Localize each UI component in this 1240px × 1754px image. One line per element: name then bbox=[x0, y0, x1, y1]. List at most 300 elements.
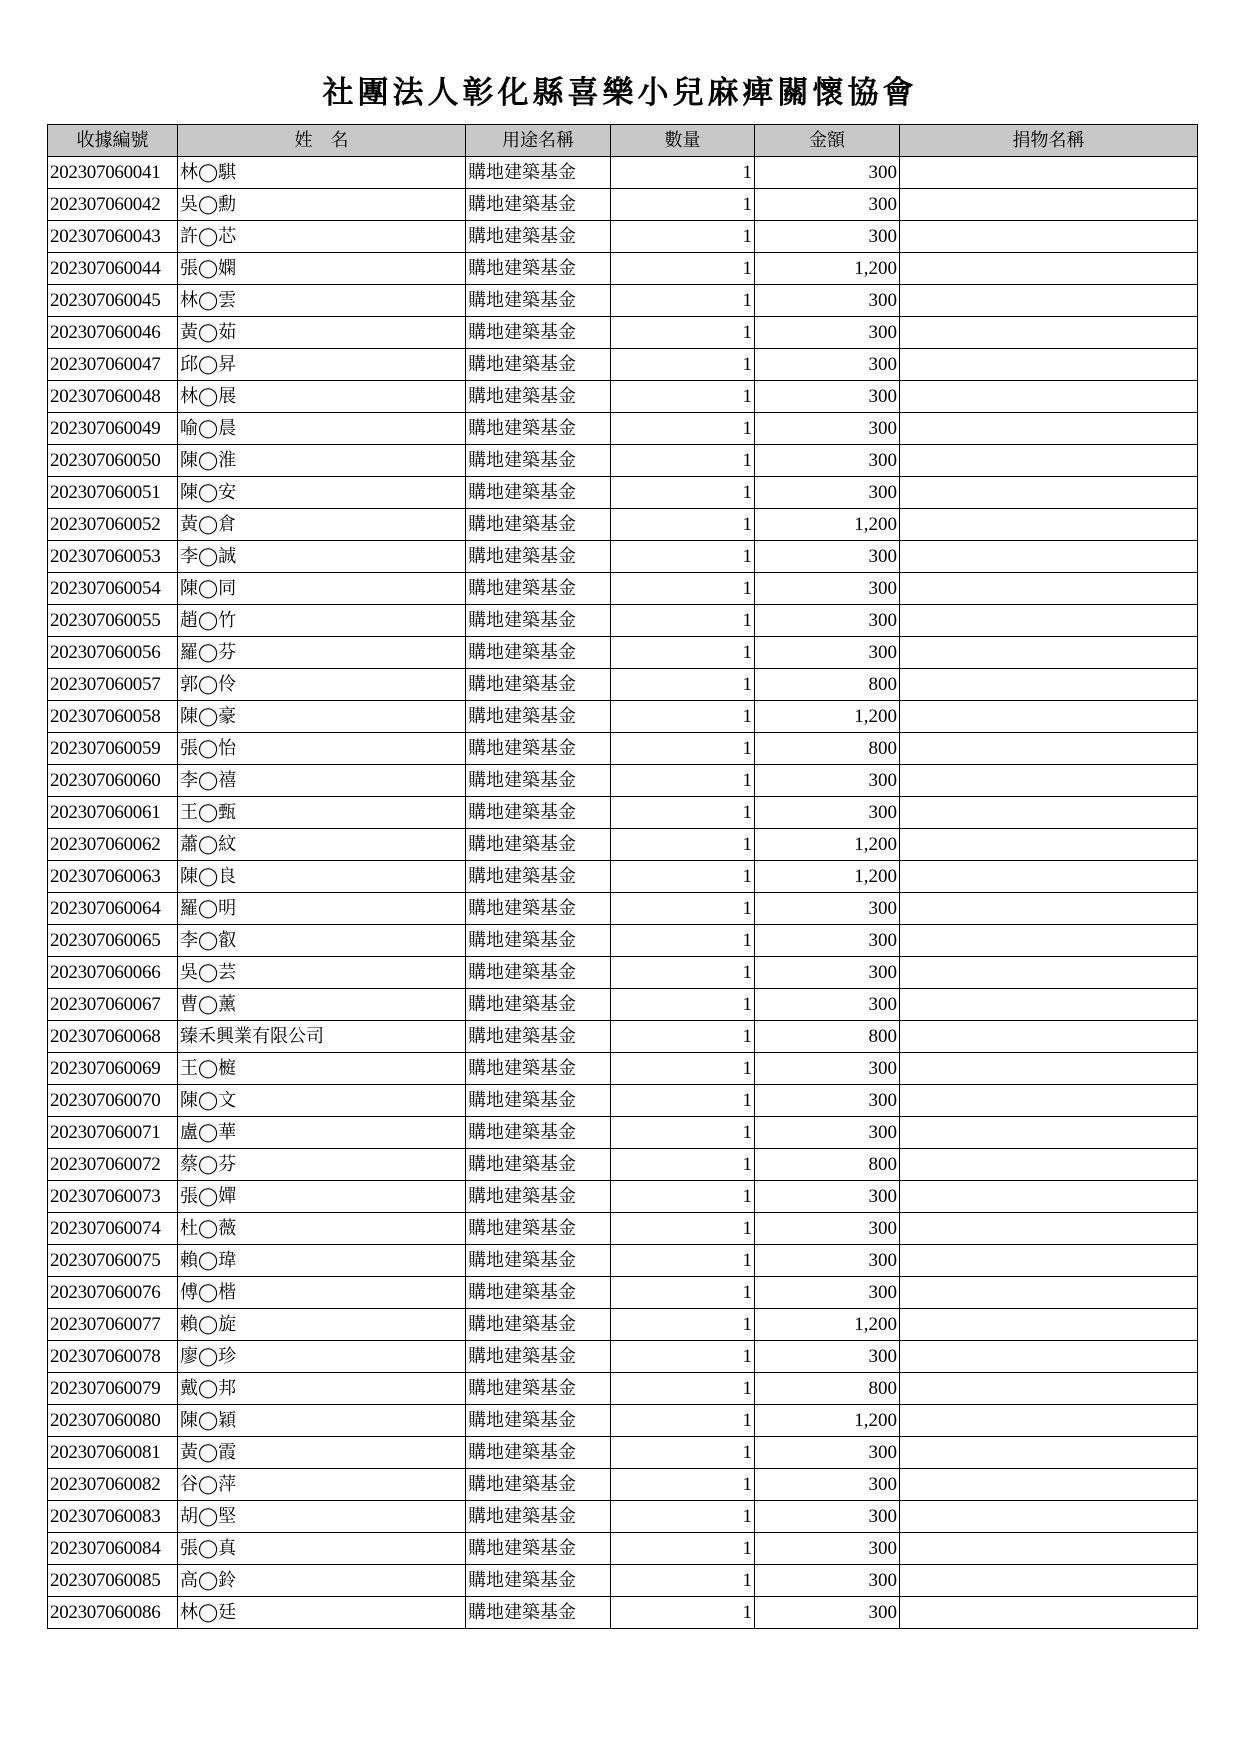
amount-cell: 800 bbox=[755, 733, 900, 765]
amount-cell: 300 bbox=[755, 189, 900, 221]
item-name-cell bbox=[900, 861, 1198, 893]
item-name-cell bbox=[900, 221, 1198, 253]
purpose-cell: 購地建築基金 bbox=[466, 189, 611, 221]
purpose-cell: 購地建築基金 bbox=[466, 509, 611, 541]
table-row bbox=[48, 1469, 1198, 1501]
item-name-cell bbox=[900, 541, 1198, 573]
item-name-cell bbox=[900, 1501, 1198, 1533]
quantity-cell: 1 bbox=[611, 1213, 755, 1245]
donor-name-cell: 陳◯豪 bbox=[178, 701, 466, 733]
quantity-cell: 1 bbox=[611, 669, 755, 701]
purpose-cell: 購地建築基金 bbox=[466, 1565, 611, 1597]
receipt-no-cell: 202307060084 bbox=[48, 1533, 178, 1565]
item-name-cell bbox=[900, 829, 1198, 861]
purpose-cell: 購地建築基金 bbox=[466, 349, 611, 381]
receipt-no-cell: 202307060068 bbox=[48, 1021, 178, 1053]
purpose-cell: 購地建築基金 bbox=[466, 637, 611, 669]
donor-name-cell: 李◯誠 bbox=[178, 541, 466, 573]
quantity-cell: 1 bbox=[611, 1533, 755, 1565]
donor-name-cell: 林◯騏 bbox=[178, 157, 466, 189]
header-item-name: 捐物名稱 bbox=[900, 125, 1198, 157]
purpose-cell: 購地建築基金 bbox=[466, 1053, 611, 1085]
amount-cell: 300 bbox=[755, 1565, 900, 1597]
item-name-cell bbox=[900, 1117, 1198, 1149]
table-row bbox=[48, 1437, 1198, 1469]
amount-cell: 300 bbox=[755, 445, 900, 477]
item-name-cell bbox=[900, 733, 1198, 765]
purpose-cell: 購地建築基金 bbox=[466, 1149, 611, 1181]
item-name-cell bbox=[900, 317, 1198, 349]
donor-name-cell: 林◯展 bbox=[178, 381, 466, 413]
quantity-cell: 1 bbox=[611, 893, 755, 925]
table-row bbox=[48, 285, 1198, 317]
table-row bbox=[48, 1181, 1198, 1213]
purpose-cell: 購地建築基金 bbox=[466, 829, 611, 861]
quantity-cell: 1 bbox=[611, 1405, 755, 1437]
receipt-no-cell: 202307060048 bbox=[48, 381, 178, 413]
donor-name-cell: 蕭◯紋 bbox=[178, 829, 466, 861]
table-row bbox=[48, 1533, 1198, 1565]
donor-name-cell: 張◯嬋 bbox=[178, 1181, 466, 1213]
table-row bbox=[48, 925, 1198, 957]
purpose-cell: 購地建築基金 bbox=[466, 989, 611, 1021]
table-row bbox=[48, 1277, 1198, 1309]
receipt-no-cell: 202307060077 bbox=[48, 1309, 178, 1341]
purpose-cell: 購地建築基金 bbox=[466, 797, 611, 829]
donor-name-cell: 陳◯穎 bbox=[178, 1405, 466, 1437]
quantity-cell: 1 bbox=[611, 1245, 755, 1277]
purpose-cell: 購地建築基金 bbox=[466, 1533, 611, 1565]
table-row bbox=[48, 605, 1198, 637]
quantity-cell: 1 bbox=[611, 349, 755, 381]
quantity-cell: 1 bbox=[611, 477, 755, 509]
purpose-cell: 購地建築基金 bbox=[466, 733, 611, 765]
item-name-cell bbox=[900, 701, 1198, 733]
purpose-cell: 購地建築基金 bbox=[466, 861, 611, 893]
donor-name-cell: 陳◯良 bbox=[178, 861, 466, 893]
receipt-no-cell: 202307060041 bbox=[48, 157, 178, 189]
table-row bbox=[48, 349, 1198, 381]
item-name-cell bbox=[900, 285, 1198, 317]
amount-cell: 300 bbox=[755, 157, 900, 189]
receipt-no-cell: 202307060044 bbox=[48, 253, 178, 285]
table-row bbox=[48, 509, 1198, 541]
receipt-no-cell: 202307060045 bbox=[48, 285, 178, 317]
header-row bbox=[48, 125, 1198, 157]
purpose-cell: 購地建築基金 bbox=[466, 1021, 611, 1053]
amount-cell: 800 bbox=[755, 1373, 900, 1405]
amount-cell: 300 bbox=[755, 925, 900, 957]
donor-name-cell: 吳◯勳 bbox=[178, 189, 466, 221]
purpose-cell: 購地建築基金 bbox=[466, 925, 611, 957]
receipt-no-cell: 202307060063 bbox=[48, 861, 178, 893]
table-row bbox=[48, 189, 1198, 221]
amount-cell: 300 bbox=[755, 957, 900, 989]
donor-name-cell: 賴◯瑋 bbox=[178, 1245, 466, 1277]
donor-name-cell: 賴◯旋 bbox=[178, 1309, 466, 1341]
quantity-cell: 1 bbox=[611, 1501, 755, 1533]
quantity-cell: 1 bbox=[611, 1181, 755, 1213]
quantity-cell: 1 bbox=[611, 157, 755, 189]
donor-name-cell: 趙◯竹 bbox=[178, 605, 466, 637]
quantity-cell: 1 bbox=[611, 1437, 755, 1469]
quantity-cell: 1 bbox=[611, 253, 755, 285]
quantity-cell: 1 bbox=[611, 317, 755, 349]
receipt-no-cell: 202307060076 bbox=[48, 1277, 178, 1309]
header-purpose: 用途名稱 bbox=[466, 125, 611, 157]
purpose-cell: 購地建築基金 bbox=[466, 413, 611, 445]
quantity-cell: 1 bbox=[611, 797, 755, 829]
donor-name-cell: 喻◯晨 bbox=[178, 413, 466, 445]
donor-name-cell: 張◯嫻 bbox=[178, 253, 466, 285]
receipt-no-cell: 202307060058 bbox=[48, 701, 178, 733]
amount-cell: 300 bbox=[755, 1213, 900, 1245]
purpose-cell: 購地建築基金 bbox=[466, 157, 611, 189]
quantity-cell: 1 bbox=[611, 509, 755, 541]
amount-cell: 300 bbox=[755, 1341, 900, 1373]
table-row bbox=[48, 1565, 1198, 1597]
receipt-no-cell: 202307060060 bbox=[48, 765, 178, 797]
receipt-no-cell: 202307060052 bbox=[48, 509, 178, 541]
purpose-cell: 購地建築基金 bbox=[466, 221, 611, 253]
table-row bbox=[48, 1117, 1198, 1149]
purpose-cell: 購地建築基金 bbox=[466, 1597, 611, 1629]
quantity-cell: 1 bbox=[611, 701, 755, 733]
receipt-no-cell: 202307060055 bbox=[48, 605, 178, 637]
item-name-cell bbox=[900, 1149, 1198, 1181]
receipt-no-cell: 202307060083 bbox=[48, 1501, 178, 1533]
receipt-no-cell: 202307060071 bbox=[48, 1117, 178, 1149]
quantity-cell: 1 bbox=[611, 189, 755, 221]
purpose-cell: 購地建築基金 bbox=[466, 669, 611, 701]
receipt-no-cell: 202307060066 bbox=[48, 957, 178, 989]
quantity-cell: 1 bbox=[611, 637, 755, 669]
table-row bbox=[48, 221, 1198, 253]
receipt-no-cell: 202307060079 bbox=[48, 1373, 178, 1405]
item-name-cell bbox=[900, 989, 1198, 1021]
amount-cell: 300 bbox=[755, 1597, 900, 1629]
table-row bbox=[48, 381, 1198, 413]
table-row bbox=[48, 1021, 1198, 1053]
item-name-cell bbox=[900, 1021, 1198, 1053]
quantity-cell: 1 bbox=[611, 989, 755, 1021]
purpose-cell: 購地建築基金 bbox=[466, 1437, 611, 1469]
quantity-cell: 1 bbox=[611, 1373, 755, 1405]
receipt-no-cell: 202307060064 bbox=[48, 893, 178, 925]
item-name-cell bbox=[900, 573, 1198, 605]
donor-name-cell: 林◯雲 bbox=[178, 285, 466, 317]
quantity-cell: 1 bbox=[611, 413, 755, 445]
header-amount: 金額 bbox=[755, 125, 900, 157]
item-name-cell bbox=[900, 1565, 1198, 1597]
donor-name-cell: 王◯榳 bbox=[178, 1053, 466, 1085]
amount-cell: 300 bbox=[755, 637, 900, 669]
quantity-cell: 1 bbox=[611, 285, 755, 317]
table-row bbox=[48, 797, 1198, 829]
table-row bbox=[48, 957, 1198, 989]
table-row bbox=[48, 413, 1198, 445]
receipt-no-cell: 202307060069 bbox=[48, 1053, 178, 1085]
donor-name-cell: 盧◯華 bbox=[178, 1117, 466, 1149]
purpose-cell: 購地建築基金 bbox=[466, 381, 611, 413]
amount-cell: 1,200 bbox=[755, 253, 900, 285]
item-name-cell bbox=[900, 765, 1198, 797]
table-row bbox=[48, 1085, 1198, 1117]
quantity-cell: 1 bbox=[611, 1341, 755, 1373]
receipt-no-cell: 202307060078 bbox=[48, 1341, 178, 1373]
amount-cell: 800 bbox=[755, 669, 900, 701]
donor-name-cell: 黃◯倉 bbox=[178, 509, 466, 541]
donor-name-cell: 羅◯明 bbox=[178, 893, 466, 925]
receipt-no-cell: 202307060081 bbox=[48, 1437, 178, 1469]
purpose-cell: 購地建築基金 bbox=[466, 701, 611, 733]
table-row bbox=[48, 573, 1198, 605]
donor-name-cell: 黃◯茹 bbox=[178, 317, 466, 349]
receipt-no-cell: 202307060043 bbox=[48, 221, 178, 253]
purpose-cell: 購地建築基金 bbox=[466, 573, 611, 605]
item-name-cell bbox=[900, 1597, 1198, 1629]
donor-name-cell: 黃◯霞 bbox=[178, 1437, 466, 1469]
donor-name-cell: 陳◯同 bbox=[178, 573, 466, 605]
receipt-no-cell: 202307060047 bbox=[48, 349, 178, 381]
donor-name-cell: 王◯甄 bbox=[178, 797, 466, 829]
quantity-cell: 1 bbox=[611, 957, 755, 989]
quantity-cell: 1 bbox=[611, 381, 755, 413]
quantity-cell: 1 bbox=[611, 1277, 755, 1309]
quantity-cell: 1 bbox=[611, 925, 755, 957]
receipt-no-cell: 202307060073 bbox=[48, 1181, 178, 1213]
table-row bbox=[48, 1213, 1198, 1245]
donor-name-cell: 張◯真 bbox=[178, 1533, 466, 1565]
amount-cell: 300 bbox=[755, 893, 900, 925]
quantity-cell: 1 bbox=[611, 573, 755, 605]
amount-cell: 1,200 bbox=[755, 861, 900, 893]
amount-cell: 300 bbox=[755, 1501, 900, 1533]
purpose-cell: 購地建築基金 bbox=[466, 1309, 611, 1341]
item-name-cell bbox=[900, 1085, 1198, 1117]
quantity-cell: 1 bbox=[611, 1469, 755, 1501]
donor-name-cell: 谷◯萍 bbox=[178, 1469, 466, 1501]
purpose-cell: 購地建築基金 bbox=[466, 285, 611, 317]
item-name-cell bbox=[900, 1213, 1198, 1245]
item-name-cell bbox=[900, 669, 1198, 701]
donor-name-cell: 曹◯薰 bbox=[178, 989, 466, 1021]
receipt-no-cell: 202307060042 bbox=[48, 189, 178, 221]
item-name-cell bbox=[900, 925, 1198, 957]
quantity-cell: 1 bbox=[611, 1309, 755, 1341]
amount-cell: 300 bbox=[755, 349, 900, 381]
table-row bbox=[48, 733, 1198, 765]
purpose-cell: 購地建築基金 bbox=[466, 445, 611, 477]
amount-cell: 300 bbox=[755, 221, 900, 253]
item-name-cell bbox=[900, 509, 1198, 541]
donor-name-cell: 林◯廷 bbox=[178, 1597, 466, 1629]
table-header bbox=[48, 125, 1198, 157]
donor-name-cell: 張◯怡 bbox=[178, 733, 466, 765]
purpose-cell: 購地建築基金 bbox=[466, 957, 611, 989]
donor-name-cell: 胡◯堅 bbox=[178, 1501, 466, 1533]
table-row bbox=[48, 1405, 1198, 1437]
table-row bbox=[48, 637, 1198, 669]
table-row bbox=[48, 1149, 1198, 1181]
header-quantity: 數量 bbox=[611, 125, 755, 157]
item-name-cell bbox=[900, 381, 1198, 413]
amount-cell: 300 bbox=[755, 1277, 900, 1309]
purpose-cell: 購地建築基金 bbox=[466, 317, 611, 349]
table-row bbox=[48, 477, 1198, 509]
amount-cell: 1,200 bbox=[755, 1405, 900, 1437]
quantity-cell: 1 bbox=[611, 765, 755, 797]
item-name-cell bbox=[900, 253, 1198, 285]
item-name-cell bbox=[900, 413, 1198, 445]
table-row bbox=[48, 829, 1198, 861]
item-name-cell bbox=[900, 1053, 1198, 1085]
quantity-cell: 1 bbox=[611, 1597, 755, 1629]
purpose-cell: 購地建築基金 bbox=[466, 605, 611, 637]
receipt-no-cell: 202307060086 bbox=[48, 1597, 178, 1629]
donor-name-cell: 陳◯淮 bbox=[178, 445, 466, 477]
amount-cell: 1,200 bbox=[755, 829, 900, 861]
donor-name-cell: 許◯芯 bbox=[178, 221, 466, 253]
receipt-no-cell: 202307060082 bbox=[48, 1469, 178, 1501]
amount-cell: 300 bbox=[755, 1437, 900, 1469]
table-row bbox=[48, 1245, 1198, 1277]
item-name-cell bbox=[900, 893, 1198, 925]
receipt-no-cell: 202307060050 bbox=[48, 445, 178, 477]
table-row bbox=[48, 893, 1198, 925]
amount-cell: 300 bbox=[755, 285, 900, 317]
quantity-cell: 1 bbox=[611, 541, 755, 573]
donor-name-cell: 高◯鈴 bbox=[178, 1565, 466, 1597]
purpose-cell: 購地建築基金 bbox=[466, 1373, 611, 1405]
purpose-cell: 購地建築基金 bbox=[466, 253, 611, 285]
receipt-no-cell: 202307060051 bbox=[48, 477, 178, 509]
receipt-no-cell: 202307060059 bbox=[48, 733, 178, 765]
amount-cell: 300 bbox=[755, 1245, 900, 1277]
amount-cell: 300 bbox=[755, 381, 900, 413]
receipt-no-cell: 202307060054 bbox=[48, 573, 178, 605]
item-name-cell bbox=[900, 1373, 1198, 1405]
amount-cell: 300 bbox=[755, 541, 900, 573]
amount-cell: 300 bbox=[755, 477, 900, 509]
purpose-cell: 購地建築基金 bbox=[466, 541, 611, 573]
quantity-cell: 1 bbox=[611, 1149, 755, 1181]
amount-cell: 300 bbox=[755, 573, 900, 605]
amount-cell: 300 bbox=[755, 797, 900, 829]
purpose-cell: 購地建築基金 bbox=[466, 1277, 611, 1309]
purpose-cell: 購地建築基金 bbox=[466, 1405, 611, 1437]
receipt-no-cell: 202307060075 bbox=[48, 1245, 178, 1277]
amount-cell: 300 bbox=[755, 1533, 900, 1565]
donor-name-cell: 臻禾興業有限公司 bbox=[178, 1021, 466, 1053]
item-name-cell bbox=[900, 157, 1198, 189]
amount-cell: 800 bbox=[755, 1149, 900, 1181]
item-name-cell bbox=[900, 1309, 1198, 1341]
receipt-no-cell: 202307060065 bbox=[48, 925, 178, 957]
table-row bbox=[48, 1597, 1198, 1629]
quantity-cell: 1 bbox=[611, 1117, 755, 1149]
receipt-no-cell: 202307060053 bbox=[48, 541, 178, 573]
donor-name-cell: 郭◯伶 bbox=[178, 669, 466, 701]
donation-table bbox=[47, 124, 1198, 1629]
table-body bbox=[48, 157, 1198, 1629]
item-name-cell bbox=[900, 445, 1198, 477]
quantity-cell: 1 bbox=[611, 1021, 755, 1053]
receipt-no-cell: 202307060085 bbox=[48, 1565, 178, 1597]
table-row bbox=[48, 317, 1198, 349]
receipt-no-cell: 202307060067 bbox=[48, 989, 178, 1021]
item-name-cell bbox=[900, 1245, 1198, 1277]
receipt-no-cell: 202307060062 bbox=[48, 829, 178, 861]
receipt-no-cell: 202307060046 bbox=[48, 317, 178, 349]
table-row bbox=[48, 1373, 1198, 1405]
quantity-cell: 1 bbox=[611, 1565, 755, 1597]
item-name-cell bbox=[900, 1181, 1198, 1213]
amount-cell: 300 bbox=[755, 1085, 900, 1117]
amount-cell: 300 bbox=[755, 765, 900, 797]
donor-name-cell: 廖◯珍 bbox=[178, 1341, 466, 1373]
page-title: 社團法人彰化縣喜樂小兒麻痺關懷協會 bbox=[322, 75, 918, 111]
quantity-cell: 1 bbox=[611, 605, 755, 637]
table-row bbox=[48, 1309, 1198, 1341]
purpose-cell: 購地建築基金 bbox=[466, 1341, 611, 1373]
amount-cell: 1,200 bbox=[755, 701, 900, 733]
purpose-cell: 購地建築基金 bbox=[466, 1181, 611, 1213]
table-row bbox=[48, 669, 1198, 701]
table-row bbox=[48, 541, 1198, 573]
table-row bbox=[48, 861, 1198, 893]
donor-name-cell: 李◯禧 bbox=[178, 765, 466, 797]
receipt-no-cell: 202307060057 bbox=[48, 669, 178, 701]
receipt-no-cell: 202307060070 bbox=[48, 1085, 178, 1117]
purpose-cell: 購地建築基金 bbox=[466, 1117, 611, 1149]
receipt-no-cell: 202307060049 bbox=[48, 413, 178, 445]
table-row bbox=[48, 765, 1198, 797]
donor-name-cell: 戴◯邦 bbox=[178, 1373, 466, 1405]
item-name-cell bbox=[900, 1437, 1198, 1469]
table-row bbox=[48, 157, 1198, 189]
header-receipt-no: 收據編號 bbox=[48, 125, 178, 157]
amount-cell: 300 bbox=[755, 605, 900, 637]
amount-cell: 300 bbox=[755, 1053, 900, 1085]
receipt-no-cell: 202307060080 bbox=[48, 1405, 178, 1437]
donor-name-cell: 羅◯芬 bbox=[178, 637, 466, 669]
quantity-cell: 1 bbox=[611, 221, 755, 253]
item-name-cell bbox=[900, 1533, 1198, 1565]
item-name-cell bbox=[900, 605, 1198, 637]
donor-name-cell: 陳◯文 bbox=[178, 1085, 466, 1117]
table-row bbox=[48, 701, 1198, 733]
purpose-cell: 購地建築基金 bbox=[466, 1213, 611, 1245]
purpose-cell: 購地建築基金 bbox=[466, 477, 611, 509]
purpose-cell: 購地建築基金 bbox=[466, 765, 611, 797]
purpose-cell: 購地建築基金 bbox=[466, 1245, 611, 1277]
quantity-cell: 1 bbox=[611, 1085, 755, 1117]
item-name-cell bbox=[900, 1341, 1198, 1373]
quantity-cell: 1 bbox=[611, 733, 755, 765]
quantity-cell: 1 bbox=[611, 445, 755, 477]
table-row bbox=[48, 1053, 1198, 1085]
quantity-cell: 1 bbox=[611, 861, 755, 893]
purpose-cell: 購地建築基金 bbox=[466, 1501, 611, 1533]
quantity-cell: 1 bbox=[611, 1053, 755, 1085]
item-name-cell bbox=[900, 1277, 1198, 1309]
amount-cell: 300 bbox=[755, 413, 900, 445]
purpose-cell: 購地建築基金 bbox=[466, 893, 611, 925]
table-row bbox=[48, 989, 1198, 1021]
amount-cell: 300 bbox=[755, 1117, 900, 1149]
item-name-cell bbox=[900, 349, 1198, 381]
